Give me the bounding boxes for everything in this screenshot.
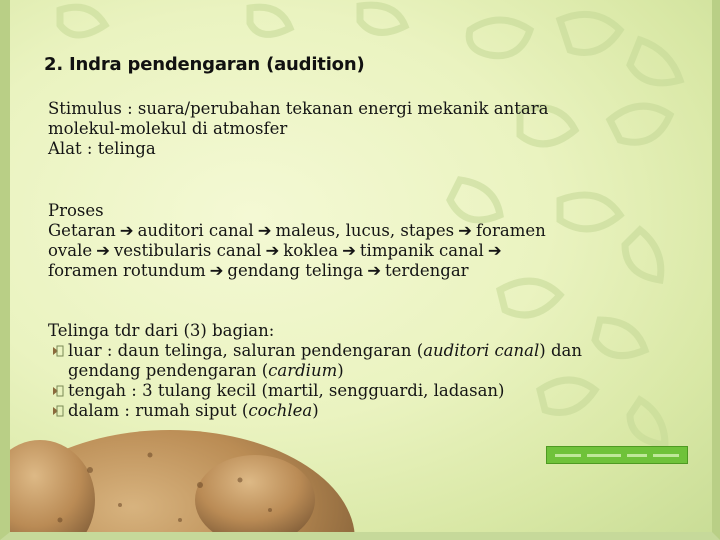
bullet-italic-term: cardium: [268, 361, 338, 380]
bullet-icon: [52, 385, 64, 397]
proses-step: koklea: [283, 241, 339, 260]
arrow-right-icon: ➔: [458, 221, 472, 240]
bullet-italic-term: auditori canal: [423, 341, 540, 360]
arrow-right-icon: ➔: [487, 241, 502, 260]
proses-step: gendang telinga: [227, 261, 364, 280]
proses-step: terdengar: [385, 261, 469, 280]
telinga-block: [48, 321, 688, 421]
arrow-right-icon: ➔: [119, 221, 134, 240]
bullet-italic-term: cochlea: [248, 401, 313, 420]
proses-step: ovale: [48, 241, 93, 260]
proses-step: maleus, lucus, stapes: [275, 221, 455, 240]
proses-line-1: [48, 221, 688, 241]
list-item: [48, 381, 688, 401]
bullet-icon: [52, 345, 64, 357]
telinga-intro: Telinga tdr dari (3) bagian:: [48, 321, 275, 340]
alat-line: Alat : telinga: [48, 139, 156, 158]
proses-step: auditori canal: [137, 221, 254, 240]
arrow-right-icon: ➔: [257, 221, 272, 240]
bullet-text: gendang pendengaran (: [68, 361, 269, 380]
proses-step: timpanik canal: [359, 241, 484, 260]
proses-heading: Proses: [48, 201, 104, 220]
arrow-right-icon: ➔: [342, 241, 356, 260]
stimulus-line-1: Stimulus : suara/perubahan tekanan energi mekanik antara: [48, 99, 549, 118]
stimulus-block: [48, 99, 688, 159]
arrow-right-icon: ➔: [96, 241, 110, 260]
proses-step: vestibularis canal: [113, 241, 262, 260]
proses-step: Getaran: [48, 221, 116, 240]
stimulus-line-2: molekul-molekul di atmosfer: [48, 119, 288, 138]
proses-line-2: [48, 241, 688, 261]
arrow-right-icon: ➔: [209, 261, 224, 280]
list-item: [48, 341, 688, 381]
slide-title: 2. Indra pendengaran (audition): [44, 54, 365, 75]
bullet-text: tengah : 3 tulang kecil (martil, sengguardi, ladasan): [68, 381, 505, 400]
proses-step: foramen: [475, 221, 546, 240]
bullet-text: ) dan: [539, 341, 583, 360]
bullet-text: luar : daun telinga, saluran pendengaran (: [68, 341, 424, 360]
bullet-text: ): [312, 401, 319, 420]
green-decor-bar: [546, 446, 688, 464]
proses-line-3: [48, 261, 688, 281]
bullet-text: ): [337, 361, 344, 380]
bullet-text: dalam : rumah siput (: [68, 401, 249, 420]
bullet-icon: [52, 405, 64, 417]
proses-step: foramen rotundum: [48, 261, 206, 280]
arrow-right-icon: ➔: [367, 261, 382, 280]
list-item: [48, 401, 688, 421]
arrow-right-icon: ➔: [265, 241, 280, 260]
telinga-bullet-list: [48, 341, 688, 421]
proses-block: [48, 201, 688, 281]
